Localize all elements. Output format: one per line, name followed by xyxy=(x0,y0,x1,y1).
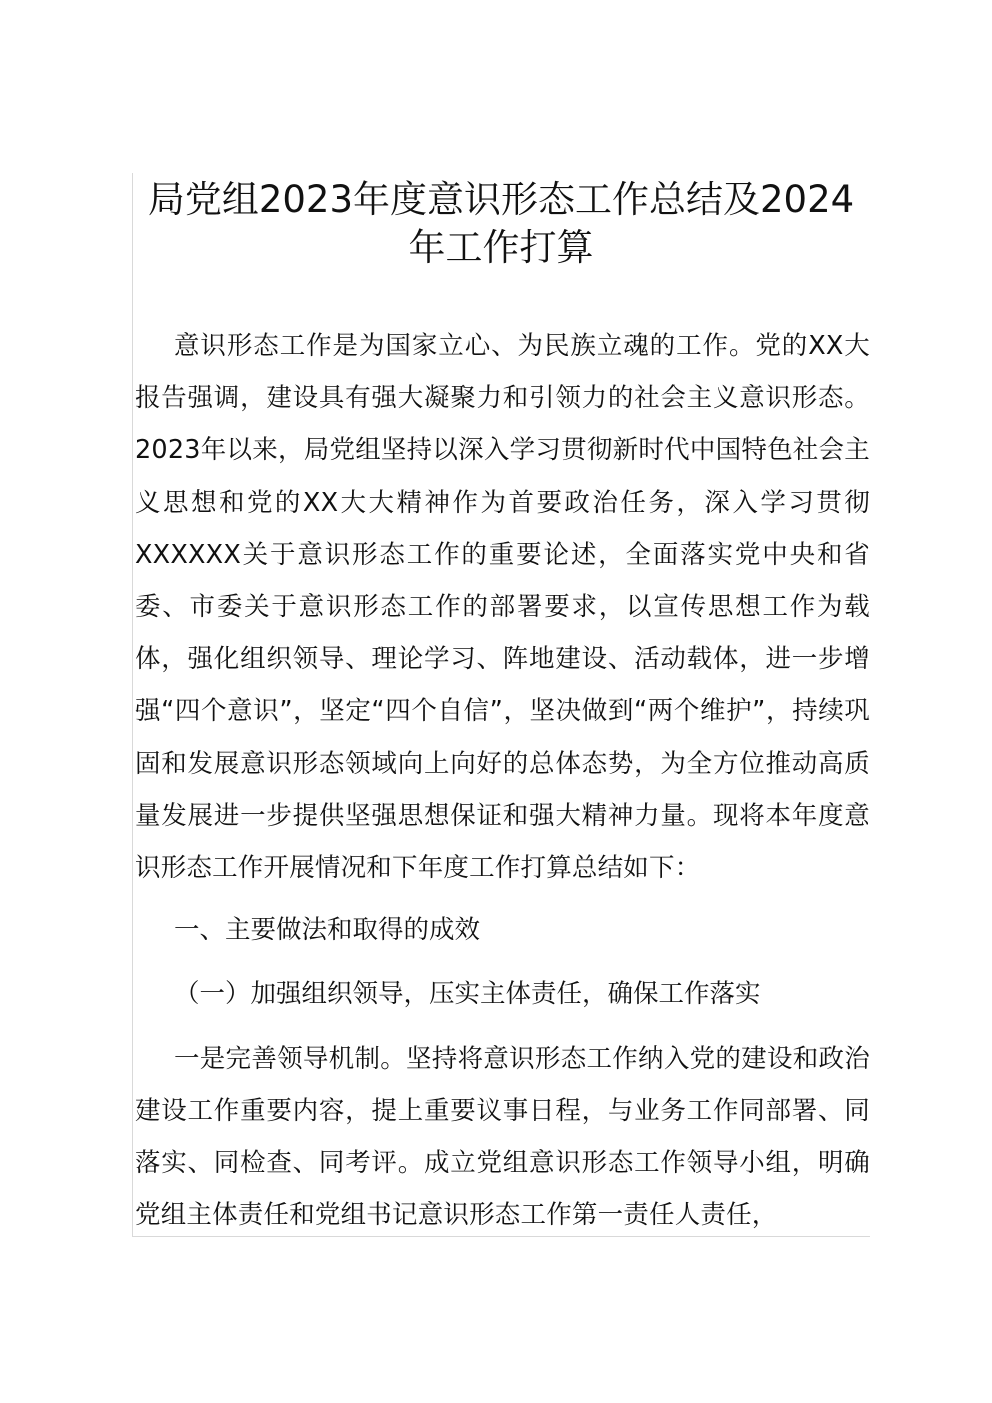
page-margin-line xyxy=(132,173,133,1237)
intro-paragraph: 意识形态工作是为国家立心、为民族立魂的工作。党的XX大报告强调，建设具有强大凝聚力和引领力的社会主义意识形态。2023年以来，局党组坚持以深入学习贯彻新时代中国特色社会主义思想和党的XX大大精神作为首要政治任务，深入学习贯彻XXXXXX关于意识形态工作的重要论述，全面落实党中央和省委、市委关于意识形态工作的部署要求，以宣传思想工作为载体，强化组织领导、理论学习、阵地建设、活动载体，进一步增强“四个意识”，坚定“四个自信”，坚决做到“两个维护”，持续巩固和发展意识形态领域向上向好的总体态势，为全方位推动高质量发展进一步提供坚强思想保证和强大精神力量。现将本年度意识形态工作开展情况和下年度工作打算总结如下： xyxy=(135,331,870,884)
body-paragraph: 一是完善领导机制。坚持将意识形态工作纳入党的建设和政治建设工作重要内容，提上重要议事日程，与业务工作同部署、同落实、同检查、同考评。成立党组意识形态工作领导小组，明确党组主体责任和党组书记意识形态工作第一责任人责任， xyxy=(135,1043,870,1231)
section-heading: 一、主要做法和取得的成效 xyxy=(174,915,481,946)
subsection-heading: （一）加强组织领导，压实主体责任，确保工作落实 xyxy=(174,979,761,1010)
document-body xyxy=(135,320,870,1241)
document-title: 局党组2023年度意识形态工作总结及2024年工作打算 xyxy=(147,178,855,269)
